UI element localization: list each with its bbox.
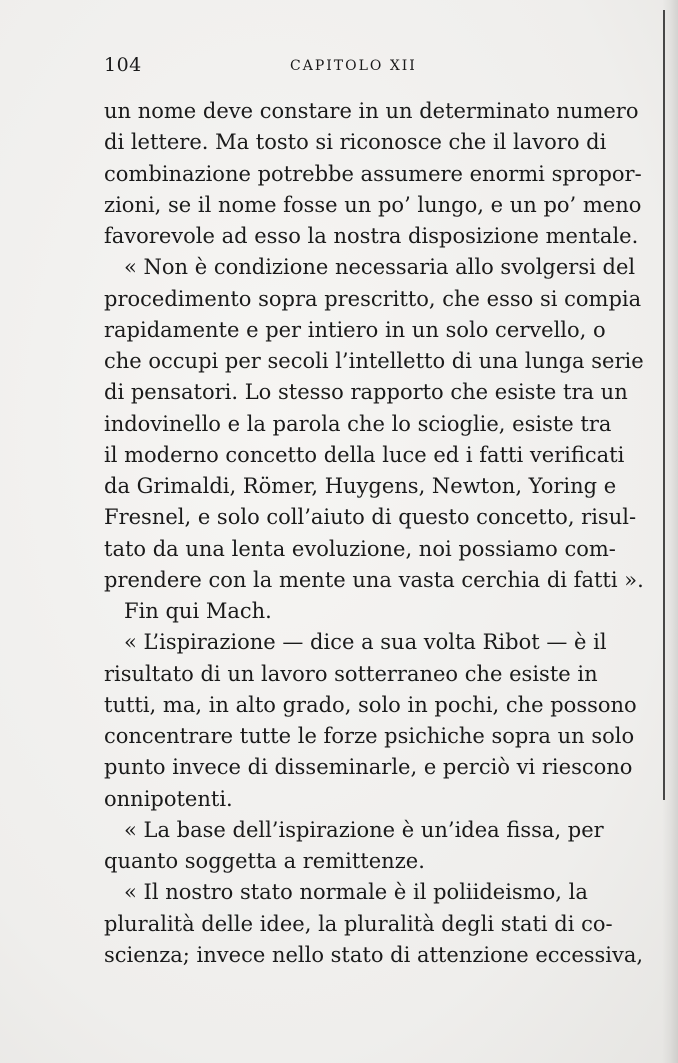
text-line: quanto soggetta a remittenze. — [104, 849, 425, 873]
text-line: Fresnel, e solo coll’aiuto di questo concetto, risul- — [104, 505, 637, 530]
text-line: rapidamente e per intiero in un solo cervello, o — [104, 317, 606, 342]
text-line: Fin qui Mach. — [124, 599, 272, 623]
text-line: zioni, se il nome fosse un po’ lungo, e un po’ meno — [104, 192, 642, 217]
text-line: tato da una lenta evoluzione, noi possiamo com- — [104, 536, 616, 561]
text-line: « Il nostro stato normale è il poliideismo, la — [124, 880, 588, 905]
text-line: « Non è condizione necessaria allo svolgersi del — [124, 255, 636, 280]
text-line: il moderno concetto della luce ed i fatti verificati — [104, 442, 625, 467]
page-edge-line — [663, 10, 665, 800]
text-line: da Grimaldi, Römer, Huygens, Newton, Yoring e — [104, 474, 617, 498]
text-line: pluralità delle idee, la pluralità degli stati di co- — [104, 911, 613, 936]
text-line: onnipotenti. — [104, 786, 233, 811]
body-text — [104, 96, 644, 971]
text-line: combinazione potrebbe assumere enormi spropor- — [104, 161, 642, 186]
text-line: concentrare tutte le forze psichiche sopra un solo — [104, 724, 635, 748]
text-line: un nome deve constare in un determinato numero — [104, 99, 639, 123]
text-line: che occupi per secoli l’intelletto di una lunga serie — [104, 349, 644, 373]
text-line: di lettere. Ma tosto si riconosce che il lavoro di — [104, 130, 607, 155]
text-line: tutti, ma, in alto grado, solo in pochi, che possono — [104, 692, 637, 717]
text-line: scienza; invece nello stato di attenzione eccessiva, — [104, 942, 644, 967]
text-line: prendere con la mente una vasta cerchia di fatti ». — [104, 567, 644, 592]
running-head: CAPITOLO XII — [290, 58, 417, 74]
text-line: procedimento sopra prescritto, che esso si compia — [104, 286, 642, 311]
text-line: « L’ispirazione — dice a sua volta Ribot — è il — [124, 630, 607, 655]
page-number: 104 — [104, 54, 142, 76]
text-line: « La base dell’ispirazione è un’idea fissa, per — [124, 817, 604, 842]
text-line: di pensatori. Lo stesso rapporto che esiste tra un — [104, 380, 628, 405]
text-line: risultato di un lavoro sotterraneo che esiste in — [104, 661, 598, 686]
page-header — [104, 54, 584, 84]
text-line: favorevole ad esso la nostra disposizione mentale. — [104, 224, 639, 248]
text-line: indovinello e la parola che lo scioglie, esiste tra — [104, 411, 612, 436]
text-line: punto invece di disseminarle, e perciò vi riescono — [104, 755, 633, 780]
